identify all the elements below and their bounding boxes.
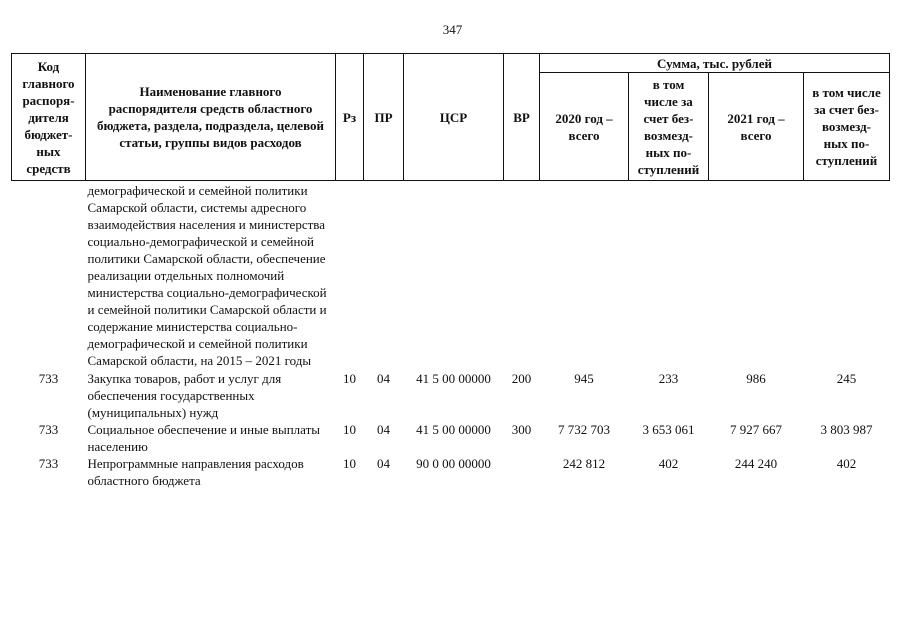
row-2020-total: 945 (574, 371, 594, 386)
row-name: Социальное обеспечение и иные выплаты населению (87, 422, 321, 454)
row-pr: 04 (377, 422, 390, 437)
row-vr: 300 (511, 422, 532, 437)
row-code: 733 (38, 422, 59, 437)
table-body (12, 181, 890, 490)
row-rz: 10 (343, 422, 356, 437)
row-pr: 04 (377, 371, 390, 386)
header-sum: Сумма, тыс. рублей (540, 54, 890, 73)
table-header (12, 54, 890, 181)
row-csr: 90 0 00 00000 (416, 456, 491, 471)
row-name: Закупка товаров, работ и услуг для обеспечения государственных (муниципальных) нужд (87, 371, 282, 420)
table-row-continuation (12, 181, 890, 371)
row-2021-free: 3 803 987 (820, 422, 873, 437)
row-2020-total: 242 812 (562, 456, 606, 471)
header-2020-total: 2020 год – всего (540, 73, 629, 181)
header-csr: ЦСР (404, 54, 504, 181)
table-row (12, 370, 890, 421)
header-rz: Рз (336, 54, 364, 181)
row-csr: 41 5 00 00000 (416, 371, 491, 386)
header-2021-total: 2021 год – всего (709, 73, 804, 181)
row-code: 733 (38, 371, 59, 386)
header-code: Код главного распоря-дителя бюджет-ных средств (12, 54, 86, 181)
header-vr: ВР (504, 54, 540, 181)
header-2020-free: в том числе за счет без-возмезд-ных по-ступлений (629, 73, 709, 181)
table-row (12, 455, 890, 489)
row-2020-total: 7 732 703 (558, 422, 610, 437)
row-2021-total: 244 240 (734, 456, 778, 471)
row-rz: 10 (343, 371, 356, 386)
row-code: 733 (38, 456, 59, 471)
row-vr: 200 (511, 371, 532, 386)
page-number: 347 (442, 22, 463, 37)
row-2020-free: 402 (658, 456, 679, 471)
budget-table (11, 53, 890, 489)
row-2021-free: 245 (836, 371, 857, 386)
row-2021-free: 402 (836, 456, 857, 471)
header-name: Наименование главного распорядителя средств областного бюджета, раздела, подраздела, целевой статьи, группы видов расходов (86, 54, 336, 181)
row-rz: 10 (343, 456, 356, 471)
row-2021-total: 986 (746, 371, 766, 386)
row-vr (504, 455, 540, 489)
table-row (12, 421, 890, 455)
header-pr: ПР (364, 54, 404, 181)
row-2020-free: 233 (658, 371, 679, 386)
continuation-text: демографической и семейной политики Самарской области, системы адресного взаимодействия населения и министерства социально-демографической и семейной политики Самарской области, обеспечение реализации отдельных полномочий министерства социально-демографической и семейной политики Самарской области и содержание министерства социально-демографической и семейной политики Самарской области, на 2015 – 2021 годы (87, 183, 327, 368)
row-name: Непрограммные направления расходов областного бюджета (87, 456, 304, 488)
row-2020-free: 3 653 061 (642, 422, 695, 437)
row-pr: 04 (377, 456, 390, 471)
row-2021-total: 7 927 667 (730, 422, 782, 437)
header-2021-free: в том числе за счет без-возмезд-ных по-ступлений (804, 73, 890, 181)
row-csr: 41 5 00 00000 (416, 422, 491, 437)
